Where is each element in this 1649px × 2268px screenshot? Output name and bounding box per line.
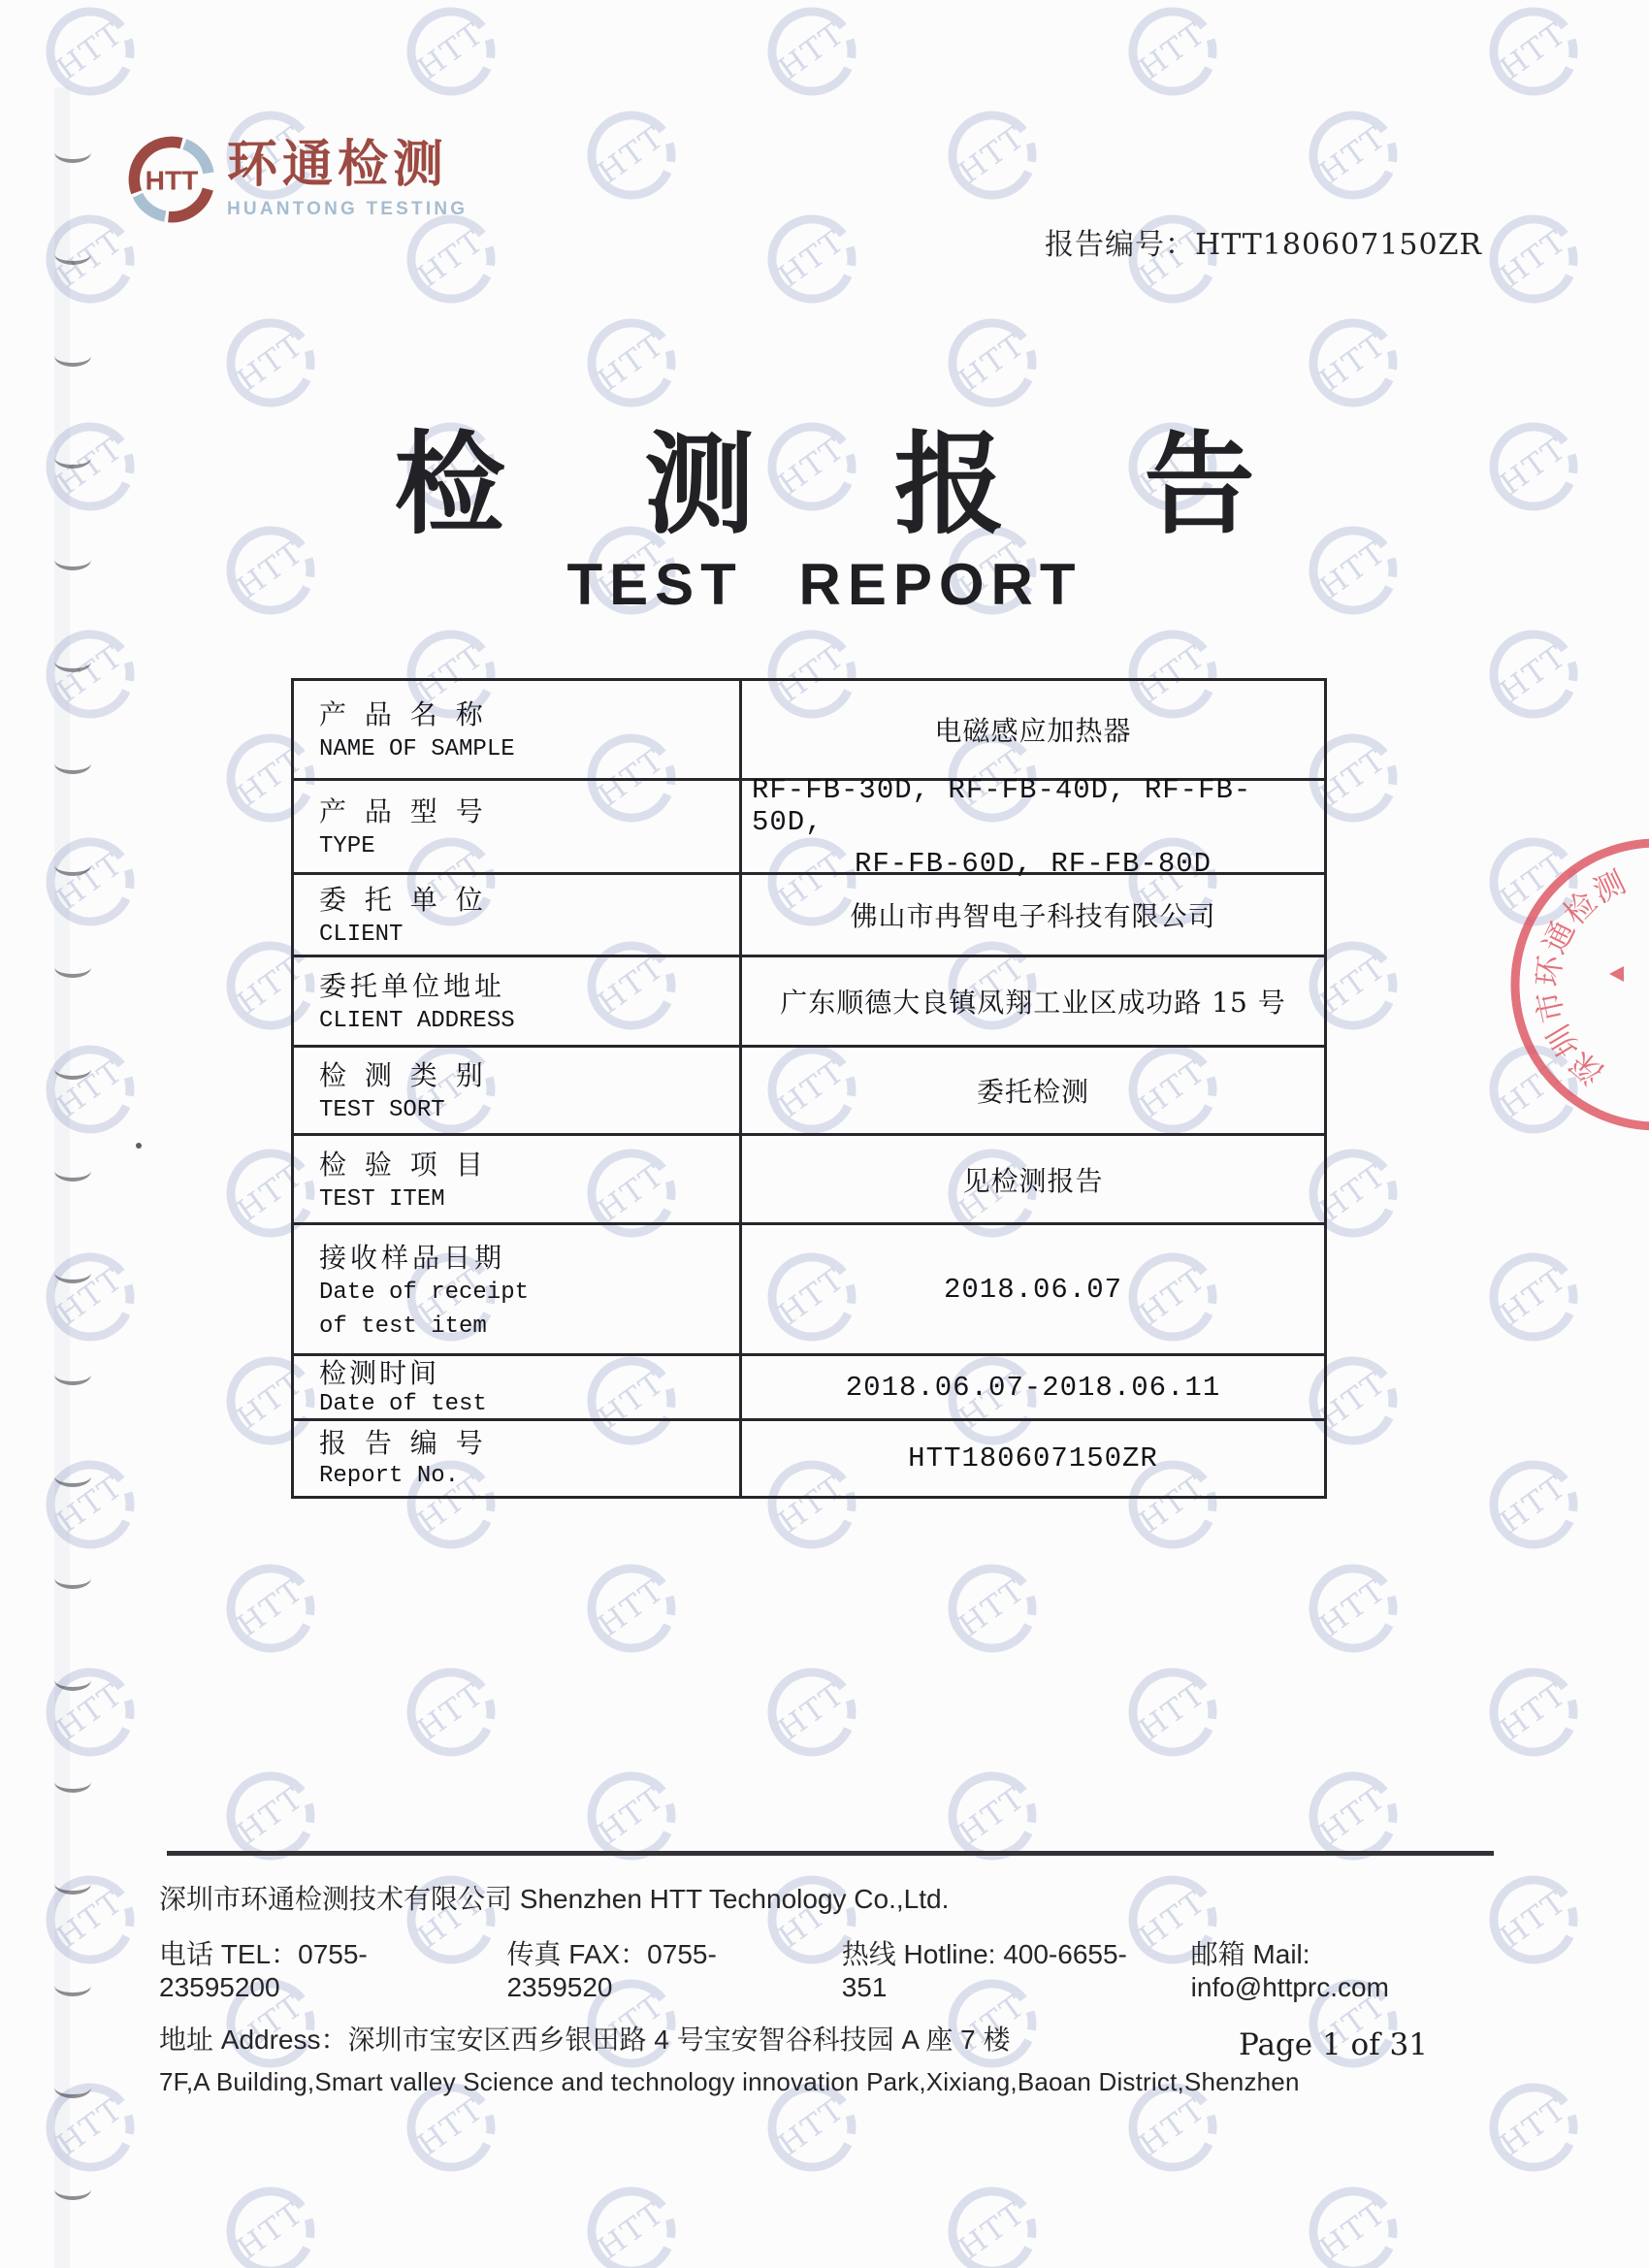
logo-name-en: HUANTONG TESTING [227, 199, 469, 219]
table-row-name-of-sample [294, 681, 1324, 781]
row-label: 检测时间 Date of test [294, 1356, 742, 1418]
report-title-cn: 检 测 报 告 [394, 419, 1306, 549]
table-row-client [294, 875, 1324, 957]
row-label: 委 托 单 位 CLIENT [294, 875, 742, 955]
table-row-date-of-test [294, 1356, 1324, 1421]
row-label: 产 品 型 号 TYPE [294, 781, 742, 872]
row-value: 见检测报告 [962, 1164, 1104, 1197]
stamp-char: 市 [1529, 988, 1571, 1026]
logo-name-cn: 环通检测 [227, 135, 449, 194]
row-value: 佛山市冉智电子科技有限公司 [850, 900, 1216, 932]
address-line-cn: 地址 Address：深圳市宝安区西乡银田路 4 号宝安智谷科技园 A 座 7 楼 [159, 2025, 1011, 2055]
company-name-line: 深圳市环通检测技术有限公司 Shenzhen HTT Technology Co.,Ltd. [159, 1884, 950, 1914]
table-row-client-address [294, 957, 1324, 1048]
row-label: 接收样品日期 Date of receipt of test item [294, 1225, 742, 1353]
row-label: 产 品 名 称 NAME OF SAMPLE [294, 681, 742, 778]
table-row-date-of-receipt [294, 1225, 1324, 1356]
contact-hotline: 热线 Hotline: 400-6655-351 [841, 1939, 1127, 2002]
logo-monogram: HTT [145, 164, 199, 196]
row-value: 电磁感应加热器 [934, 715, 1132, 747]
contact-tel: 电话 TEL：0755-23595200 [159, 1939, 368, 2002]
stamp-char: 测 [1587, 862, 1632, 911]
row-label: 检 验 项 目 TEST ITEM [294, 1136, 742, 1222]
row-value: 2018.06.07 [943, 1273, 1123, 1306]
stamp-char: 深 [1563, 1044, 1611, 1092]
logo-ring-icon [126, 134, 217, 225]
stamp-char: 通 [1535, 915, 1583, 959]
address-line-en: 7F,A Building,Smart valley Science and technology innovation Park,Xixiang,Baoan District,Shenzhen [159, 2067, 1300, 2096]
row-label: 检 测 类 别 TEST SORT [294, 1048, 742, 1133]
company-stamp [1494, 820, 1649, 1150]
footer-divider [167, 1851, 1494, 1856]
info-table [291, 678, 1327, 1499]
company-logo [126, 134, 468, 225]
table-row-test-item [294, 1136, 1324, 1225]
row-value: 2018.06.07-2018.06.11 [845, 1371, 1221, 1404]
page-number: Page 1 of 31 [1238, 2027, 1428, 2062]
report-title-en: TEST REPORT [566, 552, 1083, 617]
stamp-char: 环 [1529, 953, 1569, 989]
contact-mail: 邮箱 Mail: info@httprc.com [1190, 1939, 1389, 2002]
table-row-type [294, 773, 1324, 880]
stamp-char: 检 [1556, 884, 1604, 932]
row-value: HTT180607150ZR [908, 1442, 1158, 1474]
contact-fax: 传真 FAX：0755-2359520 [506, 1939, 717, 2002]
report-number: 报告编号：HTT180607150ZR [1045, 228, 1482, 262]
row-label: 委托单位地址 CLIENT ADDRESS [294, 957, 742, 1045]
row-label: 报 告 编 号 Report No. [294, 1421, 742, 1496]
row-value: 广东顺德大良镇凤翔工业区成功路 15 号 [780, 987, 1286, 1019]
row-value: RF-FB-30D, RF-FB-40D, RF-FB-50D, RF-FB-60D, RF-FB-80D [752, 773, 1252, 880]
table-row-report-no [294, 1421, 1324, 1496]
scan-dot [136, 1143, 142, 1149]
row-value: 委托检测 [976, 1076, 1089, 1108]
footer [159, 1872, 1498, 2097]
stamp-triangle-icon [1609, 966, 1624, 982]
table-row-test-sort [294, 1048, 1324, 1136]
contact-line [159, 1933, 1498, 2003]
stamp-char: 圳 [1539, 1018, 1588, 1064]
